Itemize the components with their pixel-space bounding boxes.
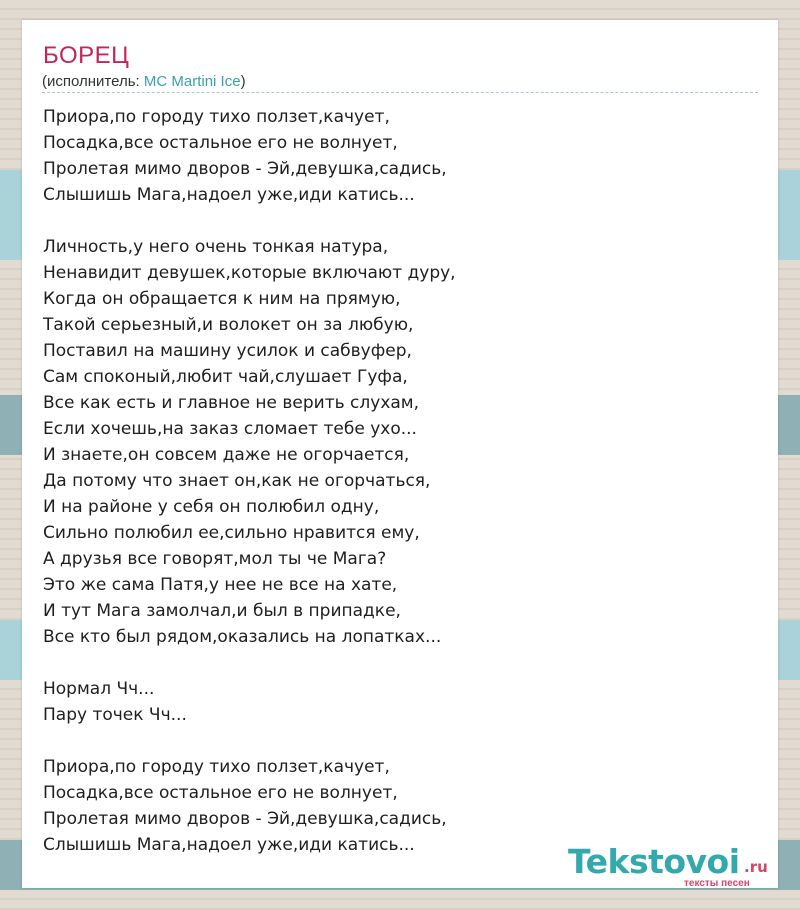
- artist-link[interactable]: MC Martini Ice: [143, 73, 241, 90]
- lyric-line: И на районе у себя он полюбил одну,: [43, 497, 380, 517]
- title-divider: [42, 92, 758, 93]
- logo-wordmark: Tekstovoi: [568, 842, 740, 881]
- lyric-line: Посадка,все остальное его не волнует,: [43, 783, 398, 803]
- lyric-line: Посадка,все остальное его не волнует,: [43, 133, 398, 153]
- verse: [43, 234, 743, 650]
- lyric-line: Слышишь Мага,надоел уже,иди катись...: [43, 185, 415, 205]
- lyric-line: Это же сама Патя,у нее не все на хате,: [43, 575, 398, 595]
- song-title: БОРЕЦ: [43, 42, 130, 69]
- site-logo[interactable]: [568, 842, 778, 892]
- lyric-line: Такой серьезный,и волокет он за любую,: [43, 315, 414, 335]
- lyric-line: Сильно полюбил ее,сильно нравится ему,: [43, 523, 420, 543]
- lyric-line: Ненавидит девушек,которые включают дуру,: [43, 263, 456, 283]
- lyrics-text: [43, 104, 743, 858]
- lyric-line: Нормал Чч...: [43, 679, 155, 699]
- logo-tld: .ru: [744, 858, 768, 876]
- verse: [43, 104, 743, 208]
- lyric-line: Приора,по городу тихо ползет,качует,: [43, 757, 390, 777]
- artist-suffix: ): [240, 73, 246, 90]
- lyric-line: Пролетая мимо дворов - Эй,девушка,садись,: [43, 159, 447, 179]
- lyrics-card: [22, 20, 778, 888]
- lyric-line: И знаете,он совсем даже не огорчается,: [43, 445, 410, 465]
- lyric-line: Приора,по городу тихо ползет,качует,: [43, 107, 390, 127]
- lyric-line: Все как есть и главное не верить слухам,: [43, 393, 420, 413]
- artist-line: [42, 73, 246, 90]
- lyric-line: Слышишь Мага,надоел уже,иди катись...: [43, 835, 415, 855]
- lyric-line: Если хочешь,на заказ сломает тебе ухо...: [43, 419, 417, 439]
- lyric-line: А друзья все говорят,мол ты че Мага?: [43, 549, 387, 569]
- logo-subtitle: тексты песен: [684, 878, 750, 889]
- lyric-line: Да потому что знает он,как не огорчаться,: [43, 471, 431, 491]
- lyric-line: Поставил на машину усилок и сабвуфер,: [43, 341, 412, 361]
- lyric-line: Пару точек Чч...: [43, 705, 187, 725]
- lyric-line: И тут Мага замолчал,и был в припадке,: [43, 601, 401, 621]
- lyric-line: Все кто был рядом,оказались на лопатках...: [43, 627, 442, 647]
- lyric-line: Личность,у него очень тонкая натура,: [43, 237, 389, 257]
- lyric-line: Сам споконый,любит чай,слушает Гуфа,: [43, 367, 408, 387]
- artist-prefix: (исполнитель:: [42, 73, 144, 90]
- lyric-line: Пролетая мимо дворов - Эй,девушка,садись,: [43, 809, 447, 829]
- lyric-line: Когда он обращается к ним на прямую,: [43, 289, 401, 309]
- verse: [43, 676, 743, 728]
